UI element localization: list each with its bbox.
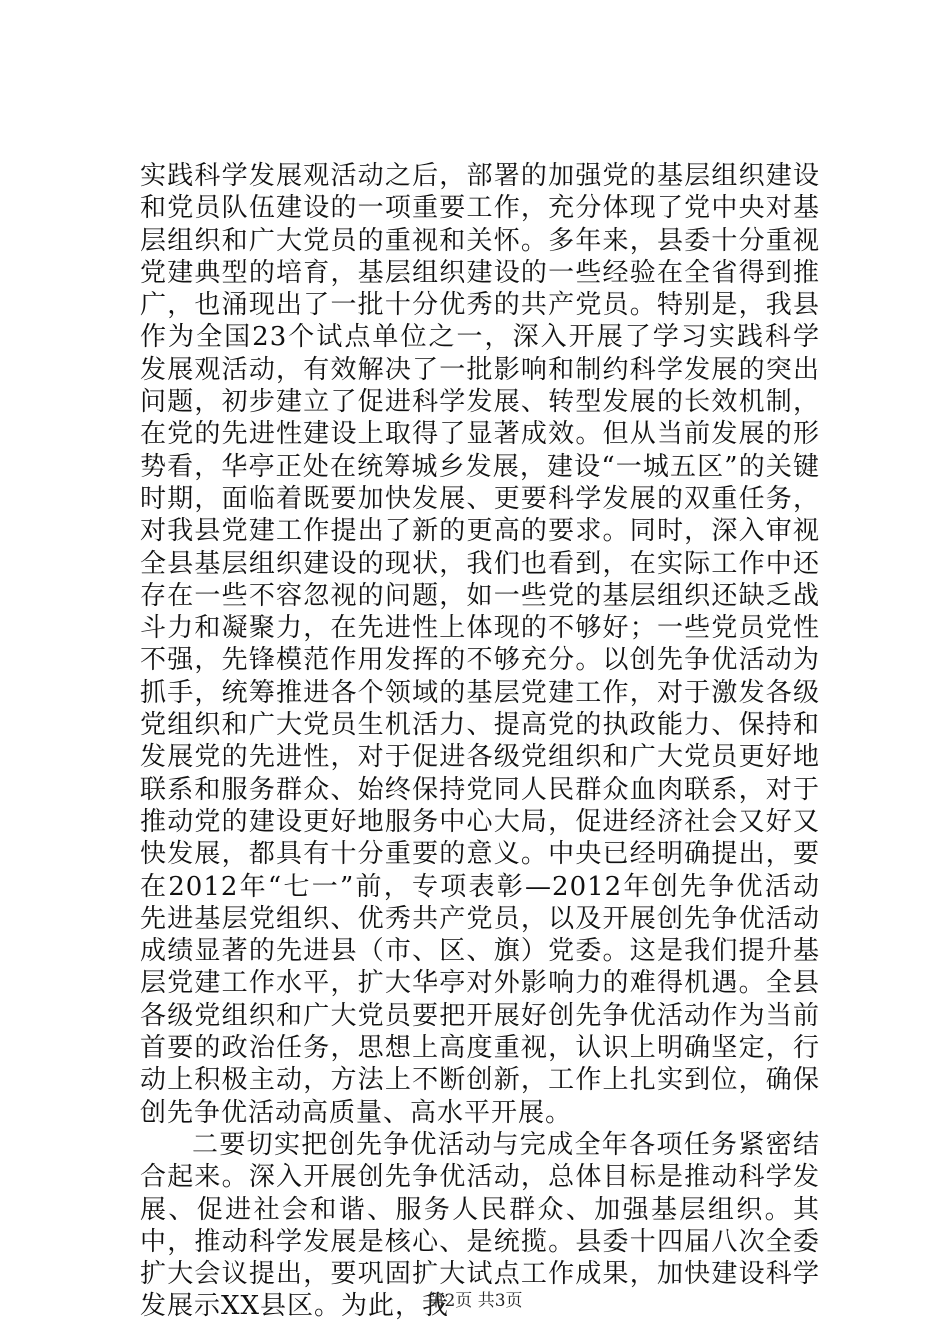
page-footer: 第2页 共3页 [427,1291,523,1311]
document-body [140,160,820,1323]
paragraph-2: 二要切实把创先争优活动与完成全年各项任务紧密结合起来。深入开展创先争优活动，总体目标是推动科学发展、促进社会和谐、服务人民群众、加强基层组织。其中，推动科学发展是核心、是统揽。县委十四届八次全委扩大会议提出，要巩固扩大试点工作成果，加快建设科学发展示XX县区。为此，我 [140,1129,820,1322]
paragraph-1: 实践科学发展观活动之后，部署的加强党的基层组织建设和党员队伍建设的一项重要工作，充分体现了党中央对基层组织和广大党员的重视和关怀。多年来，县委十分重视党建典型的培育，基层组织建设的一些经验在全省得到推广，也涌现出了一批十分优秀的共产党员。特别是，我县作为全国23个试点单位之一，深入开展了学习实践科学发展观活动，有效解决了一批影响和制约科学发展的突出问题，初步建立了促进科学发展、转型发展的长效机制，在党的先进性建设上取得了显著成效。但从当前发展的形势看，华亭正处在统筹城乡发展，建设“一城五区”的关键时期，面临着既要加快发展、更要科学发展的双重任务，对我县党建工作提出了新的更高的要求。同时，深入审视全县基层组织建设的现状，我们也看到，在实际工作中还存在一些不容忽视的问题，如一些党的基层组织还缺乏战斗力和凝聚力，在先进性上体现的不够好；一些党员党性不强，先锋模范作用发挥的不够充分。以创先争优活动为抓手，统筹推进各个领域的基层党建工作，对于激发各级党组织和广大党员生机活力、提高党的执政能力、保持和发展党的先进性，对于促进各级党组织和广大党员更好地联系和服务群众、始终保持党同人民群众血肉联系，对于推动党的建设更好地服务中心大局，促进经济社会又好又快发展，都具有十分重要的意义。中央已经明确提出，要在2012年“七一”前，专项表彰—2012年创先争优活动先进基层党组织、优秀共产党员，以及开展创先争优活动成绩显著的先进县（市、区、旗）党委。这是我们提升基层党建工作水平，扩大华亭对外影响力的难得机遇。全县各级党组织和广大党员要把开展好创先争优活动作为当前首要的政治任务，思想上高度重视，认识上明确坚定，行动上积极主动，方法上不断创新，工作上扎实到位，确保创先争优活动高质量、高水平开展。 [140,161,820,1128]
